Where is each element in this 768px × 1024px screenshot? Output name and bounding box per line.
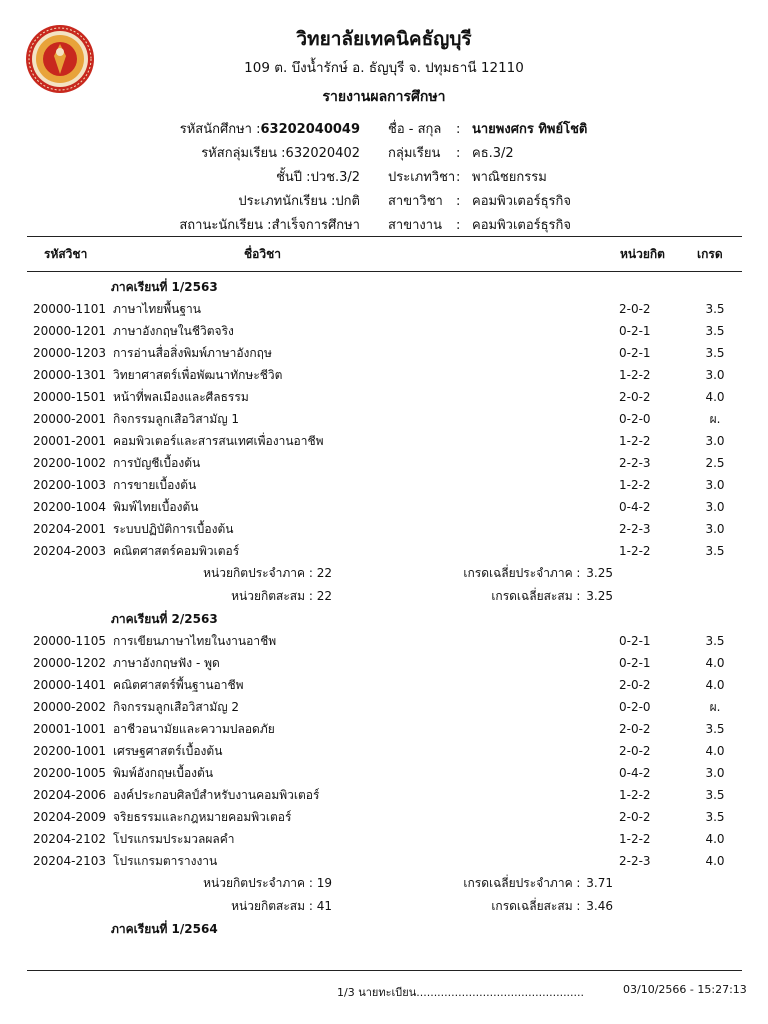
table-top-rule: [27, 236, 742, 237]
course-credits: 0-4-2: [619, 500, 651, 514]
course-credits: 0-2-0: [619, 412, 651, 426]
course-grade: 4.0: [705, 854, 725, 868]
course-name: กิจกรรมลูกเสือวิสามัญ 2: [113, 700, 239, 714]
course-code: 20200-1005: [33, 766, 107, 780]
summary-label: หน่วยกิตประจำภาค :: [203, 566, 317, 580]
course-credits: 0-2-1: [619, 346, 651, 360]
course-code: 20200-1003: [33, 478, 107, 492]
course-name: ภาษาอังกฤษฟัง - พูด: [113, 656, 220, 670]
full-name-row: [388, 118, 587, 142]
course-code: 20200-1001: [33, 744, 107, 758]
table-row: [0, 518, 768, 540]
course-name: คอมพิวเตอร์และสารสนเทศเพื่องานอาชีพ: [113, 434, 324, 448]
subject-type-row: [388, 166, 587, 190]
course-credits: 2-0-2: [619, 678, 651, 692]
course-credits: 2-0-2: [619, 744, 651, 758]
info-label: สาขาวิชา: [388, 194, 443, 209]
info-label: สถานะนักเรียน :: [179, 218, 272, 233]
course-credits: 2-0-2: [619, 810, 651, 824]
course-credits: 0-2-0: [619, 700, 651, 714]
info-label: สาขางาน: [388, 218, 442, 233]
table-row: [0, 674, 768, 696]
course-grade: 3.0: [705, 478, 725, 492]
class-group-value: คธ.3/2: [472, 146, 514, 161]
course-grade: 2.5: [705, 456, 725, 470]
footer-page-registrar: 1/3 นายทะเบียน................................................: [337, 986, 585, 999]
course-name: จริยธรรมและกฎหมายคอมพิวเตอร์: [113, 810, 292, 824]
group-code-row: [0, 142, 360, 166]
semester-title: ภาคเรียนที่ 2/2563: [111, 612, 218, 626]
college-address: 109 ต. บึงน้ำรักษ์ อ. ธัญบุรี จ. ปทุมธานี 12110: [244, 60, 524, 76]
summary-label: เกรดเฉลี่ยประจำภาค :: [463, 876, 585, 890]
course-code: 20204-2006: [33, 788, 107, 802]
course-code: 20204-2003: [33, 544, 107, 558]
student-type-value: ปกติ: [335, 194, 360, 209]
col-header-grade: เกรด: [697, 247, 723, 261]
course-code: 20001-2001: [33, 434, 107, 448]
info-separator: :: [456, 122, 461, 137]
course-grade: 3.5: [705, 324, 725, 338]
course-grade: 4.0: [705, 390, 725, 404]
summary-value: 3.71: [586, 876, 613, 890]
course-credits: 2-0-2: [619, 722, 651, 736]
course-code: 20000-2001: [33, 412, 107, 426]
course-code: 20204-2009: [33, 810, 107, 824]
info-separator: :: [456, 146, 461, 161]
course-grade: 4.0: [705, 832, 725, 846]
table-row: [0, 474, 768, 496]
course-name: การเขียนภาษาไทยในงานอาชีพ: [113, 634, 277, 648]
course-credits: 1-2-2: [619, 434, 651, 448]
table-row: [0, 806, 768, 828]
summary-credits: [0, 872, 332, 895]
course-code: 20204-2001: [33, 522, 107, 536]
course-grade: 3.5: [705, 788, 725, 802]
info-label: กลุ่มเรียน: [388, 146, 441, 161]
subject-type-value: พาณิชยกรรม: [472, 170, 547, 185]
course-code: 20204-2102: [33, 832, 107, 846]
summary-value: 3.25: [586, 566, 613, 580]
summary-credits: [0, 585, 332, 608]
student-id-row: [0, 118, 360, 142]
summary-label: เกรดเฉลี่ยสะสม :: [491, 899, 585, 913]
student-id-value: 63202040049: [260, 122, 360, 137]
course-name: การขายเบื้องต้น: [113, 478, 197, 492]
summary-gpa: [332, 585, 613, 608]
transcript-table-body: [0, 276, 768, 940]
summary-value: 22: [316, 589, 332, 603]
course-grade: 4.0: [705, 744, 725, 758]
course-name: เศรษฐศาสตร์เบื้องต้น: [113, 744, 223, 758]
student-info-left: [0, 118, 360, 238]
course-name: คณิตศาสตร์พื้นฐานอาชีพ: [113, 678, 244, 692]
course-name: พิมพ์อังกฤษเบื้องต้น: [113, 766, 214, 780]
college-name: วิทยาลัยเทคนิคธัญบุรี: [296, 28, 472, 50]
course-code: 20000-1203: [33, 346, 107, 360]
course-name: อาชีวอนามัยและความปลอดภัย: [113, 722, 275, 736]
summary-label: เกรดเฉลี่ยสะสม :: [491, 589, 585, 603]
course-name: คณิตศาสตร์คอมพิวเตอร์: [113, 544, 240, 558]
info-label: รหัสนักศึกษา :: [179, 122, 261, 137]
course-grade: ผ.: [709, 412, 721, 426]
course-grade: 3.5: [705, 722, 725, 736]
course-name: โปรแกรมประมวลผลคำ: [113, 832, 235, 846]
summary-label: หน่วยกิตสะสม :: [231, 899, 317, 913]
table-row: [0, 452, 768, 474]
course-grade: 3.0: [705, 522, 725, 536]
course-grade: 3.0: [705, 434, 725, 448]
table-row: [0, 496, 768, 518]
semester-title: ภาคเรียนที่ 1/2564: [111, 922, 218, 936]
table-row: [0, 850, 768, 872]
course-name: กิจกรรมลูกเสือวิสามัญ 1: [113, 412, 239, 426]
term-summary-row: [0, 872, 768, 895]
course-grade: 3.5: [705, 544, 725, 558]
course-code: 20000-1202: [33, 656, 107, 670]
course-code: 20000-1105: [33, 634, 107, 648]
course-credits: 1-2-2: [619, 368, 651, 382]
course-grade: 3.0: [705, 500, 725, 514]
table-row: [0, 784, 768, 806]
summary-label: หน่วยกิตสะสม :: [231, 589, 317, 603]
info-label: ชั้นปี :: [276, 170, 311, 185]
table-row: [0, 386, 768, 408]
summary-credits: [0, 895, 332, 918]
course-credits: 2-0-2: [619, 390, 651, 404]
course-name: องค์ประกอบศิลป์สำหรับงานคอมพิวเตอร์: [113, 788, 320, 802]
course-code: 20200-1004: [33, 500, 107, 514]
course-credits: 2-2-3: [619, 854, 651, 868]
table-row: [0, 740, 768, 762]
course-name: วิทยาศาสตร์เพื่อพัฒนาทักษะชีวิต: [113, 368, 283, 382]
footer-rule: [27, 970, 742, 971]
course-name: หน้าที่พลเมืองและศีลธรรม: [113, 390, 249, 404]
table-row: [0, 342, 768, 364]
info-separator: :: [456, 170, 461, 185]
course-name: พิมพ์ไทยเบื้องต้น: [113, 500, 199, 514]
table-row: [0, 430, 768, 452]
course-credits: 0-2-1: [619, 324, 651, 338]
summary-gpa: [332, 562, 613, 585]
course-code: 20000-1101: [33, 302, 107, 316]
year-level-row: [0, 166, 360, 190]
course-code: 20000-1301: [33, 368, 107, 382]
course-credits: 0-2-1: [619, 656, 651, 670]
course-credits: 1-2-2: [619, 544, 651, 558]
summary-label: เกรดเฉลี่ยประจำภาค :: [463, 566, 585, 580]
cumulative-summary-row: [0, 895, 768, 918]
summary-gpa: [332, 895, 613, 918]
course-name: ภาษาไทยพื้นฐาน: [113, 302, 201, 316]
course-code: 20000-1501: [33, 390, 107, 404]
cumulative-summary-row: [0, 585, 768, 608]
summary-value: 19: [316, 876, 332, 890]
major-value: คอมพิวเตอร์ธุรกิจ: [472, 194, 572, 209]
table-row: [0, 718, 768, 740]
info-label: ประเภทวิชา: [388, 170, 456, 185]
info-label: ประเภทนักเรียน :: [238, 194, 336, 209]
report-title: รายงานผลการศึกษา: [322, 89, 446, 105]
info-separator: :: [456, 194, 461, 209]
course-name: โปรแกรมตารางงาน: [113, 854, 218, 868]
course-code: 20204-2103: [33, 854, 107, 868]
course-grade: 3.0: [705, 368, 725, 382]
table-row: [0, 762, 768, 784]
full-name-value: นายพงศกร ทิพย์โชติ: [472, 122, 588, 137]
student-info-right: [388, 118, 587, 238]
course-credits: 2-0-2: [619, 302, 651, 316]
summary-label: หน่วยกิตประจำภาค :: [203, 876, 317, 890]
course-grade: 3.5: [705, 810, 725, 824]
major-row: [388, 190, 587, 214]
course-code: 20200-1002: [33, 456, 107, 470]
course-grade: 3.0: [705, 766, 725, 780]
table-row: [0, 408, 768, 430]
course-grade: 3.5: [705, 302, 725, 316]
semester-title: ภาคเรียนที่ 1/2563: [111, 280, 218, 294]
course-grade: 4.0: [705, 656, 725, 670]
student-type-row: [0, 190, 360, 214]
course-name: ระบบปฏิบัติการเบื้องต้น: [113, 522, 234, 536]
course-credits: 1-2-2: [619, 478, 651, 492]
course-code: 20000-2002: [33, 700, 107, 714]
year-level-value: ปวช.3/2: [310, 170, 360, 185]
course-credits: 1-2-2: [619, 832, 651, 846]
term-summary-row: [0, 562, 768, 585]
table-header-rule: [27, 271, 742, 272]
col-header-credits: หน่วยกิต: [620, 247, 665, 261]
table-row: [0, 320, 768, 342]
summary-gpa: [332, 872, 613, 895]
class-group-row: [388, 142, 587, 166]
course-credits: 1-2-2: [619, 788, 651, 802]
col-header-code: รหัสวิชา: [44, 247, 88, 261]
student-status-row: [0, 214, 360, 238]
summary-value: 3.25: [586, 589, 613, 603]
info-label: รหัสกลุ่มเรียน :: [201, 146, 286, 161]
specialization-value: คอมพิวเตอร์ธุรกิจ: [472, 218, 572, 233]
specialization-row: [388, 214, 587, 238]
info-label: ชื่อ - สกุล: [388, 122, 442, 137]
course-grade: 3.5: [705, 346, 725, 360]
student-status-value: สำเร็จการศึกษา: [271, 218, 360, 233]
course-name: การบัญชีเบื้องต้น: [113, 456, 201, 470]
footer-timestamp: 03/10/2566 - 15:27:13: [623, 983, 747, 996]
table-row: [0, 298, 768, 320]
table-row: [0, 364, 768, 386]
course-code: 20000-1401: [33, 678, 107, 692]
course-code: 20000-1201: [33, 324, 107, 338]
summary-credits: [0, 562, 332, 585]
course-code: 20001-1001: [33, 722, 107, 736]
table-row: [0, 652, 768, 674]
summary-value: 3.46: [586, 899, 613, 913]
course-credits: 0-2-1: [619, 634, 651, 648]
course-grade: 4.0: [705, 678, 725, 692]
course-grade: ผ.: [709, 700, 721, 714]
group-code-value: 632020402: [285, 146, 360, 161]
course-credits: 2-2-3: [619, 522, 651, 536]
table-row: [0, 630, 768, 652]
table-row: [0, 696, 768, 718]
course-credits: 2-2-3: [619, 456, 651, 470]
summary-value: 41: [316, 899, 332, 913]
course-grade: 3.5: [705, 634, 725, 648]
course-credits: 0-4-2: [619, 766, 651, 780]
course-name: การอ่านสื่อสิ่งพิมพ์ภาษาอังกฤษ: [113, 346, 272, 360]
summary-value: 22: [316, 566, 332, 580]
info-separator: :: [456, 218, 461, 233]
table-row: [0, 540, 768, 562]
course-name: ภาษาอังกฤษในชีวิตจริง: [113, 324, 234, 338]
col-header-name: ชื่อวิชา: [244, 247, 281, 261]
table-row: [0, 828, 768, 850]
